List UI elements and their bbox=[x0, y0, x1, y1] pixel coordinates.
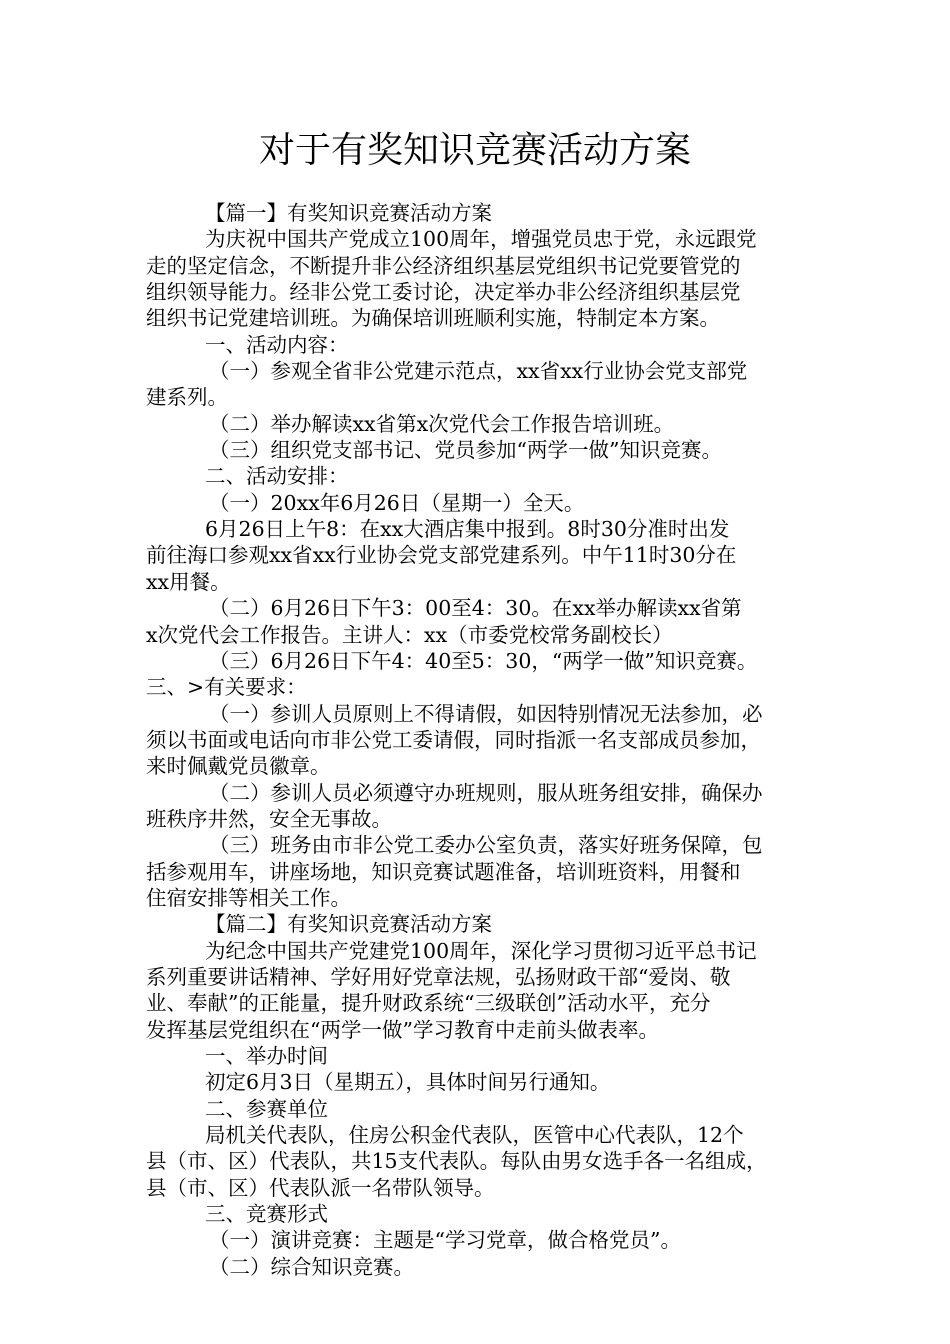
paragraph-line: 业、奉献”的正能量，提升财政系统“三级联创”活动水平，充分 bbox=[146, 991, 711, 1016]
paragraph-line: 住宿安排等相关工作。 bbox=[146, 885, 351, 910]
subheading: 一、活动内容： bbox=[205, 332, 349, 357]
paragraph-line: 须以书面或电话向市非公党工委请假，同时指派一名支部成员参加， bbox=[146, 727, 761, 752]
list-item: （二）举办解读xx省第x次党代会工作报告培训班。 bbox=[209, 411, 675, 436]
paragraph-line: 前往海口参观xx省xx行业协会党支部党建系列。中午11时30分在 bbox=[146, 543, 737, 568]
section-heading-part-one: 【篇一】有奖知识竞赛活动方案 bbox=[205, 201, 492, 225]
subheading: 二、活动安排： bbox=[205, 464, 349, 489]
paragraph-line: 6月26日上午8：在xx大酒店集中报到。8时30分准时出发 bbox=[205, 517, 730, 542]
list-item: （一）参训人员原则上不得请假，如因特别情况无法参加，必 bbox=[209, 701, 763, 726]
list-item: （三）组织党支部书记、党员参加“两学一做”知识竞赛。 bbox=[209, 438, 722, 463]
list-item: （一）20xx年6月26日（星期一）全天。 bbox=[209, 490, 585, 515]
subheading: 一、举办时间 bbox=[205, 1044, 328, 1068]
paragraph-line: 建系列。 bbox=[146, 385, 228, 410]
paragraph-line: 为庆祝中国共产党成立100周年，增强党员忠于党，永远跟党 bbox=[205, 227, 757, 252]
document-title: 对于有奖知识竞赛活动方案 bbox=[258, 130, 691, 171]
list-item: （三）6月26日下午4：40至5：30，“两学一做”知识竞赛。 bbox=[209, 648, 758, 673]
paragraph-line: 初定6月3日（星期五），具体时间另行通知。 bbox=[205, 1070, 611, 1095]
paragraph-line: 走的坚定信念，不断提升非公经济组织基层党组织书记党要管党的 bbox=[146, 253, 741, 278]
list-item: （一）演讲竞赛：主题是“学习党章，做合格党员”。 bbox=[209, 1228, 681, 1253]
paragraph-line: 来时佩戴党员徽章。 bbox=[146, 754, 331, 779]
paragraph-line: 系列重要讲话精神、学好用好党章法规，弘扬财政干部“爱岗、敬 bbox=[146, 964, 731, 989]
paragraph-line: 括参观用车，讲座场地，知识竞赛试题准备，培训班资料，用餐和 bbox=[146, 859, 741, 884]
paragraph-line: 县（市、区）代表队派一名带队领导。 bbox=[146, 1175, 495, 1200]
paragraph-line: xx用餐。 bbox=[146, 569, 231, 594]
subheading: 三、竞赛形式 bbox=[205, 1202, 328, 1227]
paragraph-line: x次党代会工作报告。主讲人：xx（市委党校常务副校长） bbox=[146, 622, 673, 647]
paragraph-line: 局机关代表队，住房公积金代表队，医管中心代表队，12个 bbox=[205, 1123, 744, 1148]
document-body bbox=[146, 200, 822, 1280]
list-item: （二）参训人员必须遵守办班规则，服从班务组安排，确保办 bbox=[209, 780, 763, 805]
paragraph-line: 县（市、区）代表队，共15支代表队。每队由男女选手各一名组成， bbox=[146, 1149, 767, 1174]
paragraph-line: 组织书记党建培训班。为确保培训班顺利实施，特制定本方案。 bbox=[146, 306, 720, 331]
section-heading-part-two: 【篇二】有奖知识竞赛活动方案 bbox=[205, 912, 492, 937]
list-item: （二）6月26日下午3：00至4：30。在xx举办解读xx省第 bbox=[209, 596, 742, 621]
subheading: 二、参赛单位 bbox=[205, 1096, 328, 1121]
list-item: （三）班务由市非公党工委办公室负责，落实好班务保障，包 bbox=[209, 833, 763, 858]
list-item: （二）综合知识竞赛。 bbox=[209, 1254, 414, 1279]
paragraph-line: 为纪念中国共产党建党100周年，深化学习贯彻习近平总书记 bbox=[205, 938, 757, 963]
subheading: 三、>有关要求： bbox=[146, 675, 307, 700]
paragraph-line: 班秩序井然，安全无事故。 bbox=[146, 806, 392, 831]
paragraph-line: 组织领导能力。经非公党工委讨论，决定举办非公经济组织基层党 bbox=[146, 280, 741, 305]
paragraph-line: 发挥基层党组织在“两学一做”学习教育中走前头做表率。 bbox=[146, 1017, 659, 1042]
list-item: （一）参观全省非公党建示范点，xx省xx行业协会党支部党 bbox=[209, 359, 748, 384]
